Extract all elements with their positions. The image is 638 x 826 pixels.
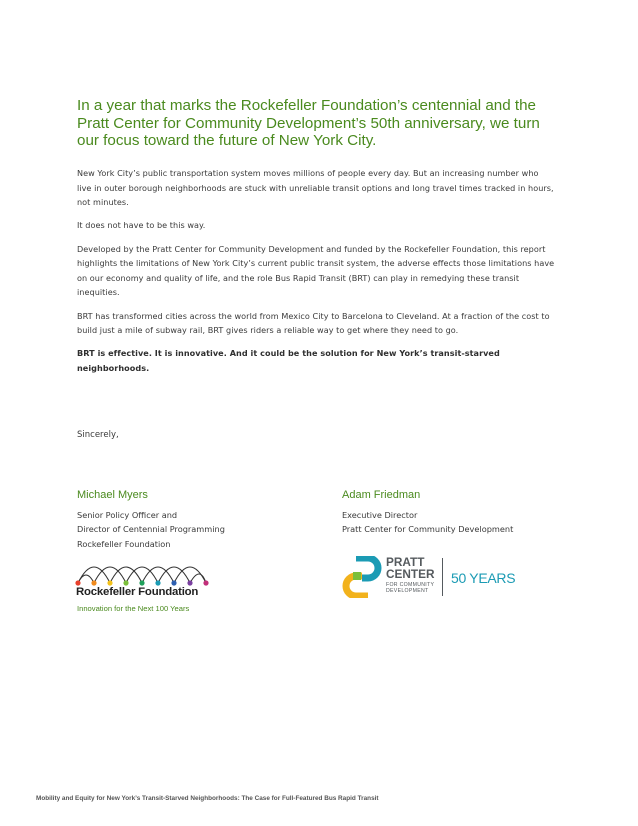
paragraph: New York City’s public transportation system moves millions of people every day. But an increasing number who live in outer borough neighborhoods are stuck with unreliable transit options and long travel times tracked in hours, not minutes. xyxy=(77,168,554,208)
bold-statement: BRT is effective. It is innovative. And it could be the solution for New York’s transit-starved neighborhoods. xyxy=(77,348,500,373)
pratt-title-line: PRATT xyxy=(386,555,425,569)
signatory-org: Pratt Center for Community Development xyxy=(342,524,514,534)
intro-heading: In a year that marks the Rockefeller Foundation’s centennial and the Pratt Center for Community Development’s 50th anniversary, we turn our focus toward the future of New York City. xyxy=(77,97,540,149)
rockefeller-tagline: Innovation for the Next 100 Years xyxy=(77,604,190,613)
paragraph: Developed by the Pratt Center for Community Development and funded by the Rockefeller Foundation, this report highlights the limitations of New York City’s current public transit system, the adverse effects those limitations have on our economy and quality of life, and the role Bus Rapid Transit (BRT) can play in remedying these transit inequities. xyxy=(77,243,555,298)
pratt-sub-line: DEVELOPMENT xyxy=(386,588,429,594)
rockefeller-name: Rockefeller Foundation xyxy=(76,586,199,598)
signatory-title: Director of Centennial Programming xyxy=(77,524,225,534)
pratt-center-title xyxy=(386,557,435,580)
page-footer: Mobility and Equity for New York’s Transit-Starved Neighborhoods: The Case for Full-Featured Bus Rapid Transit xyxy=(36,795,379,802)
logo-divider xyxy=(442,558,443,596)
signatory-myers xyxy=(77,488,225,551)
signatory-title: Senior Policy Officer and xyxy=(77,509,178,520)
signatory-name: Michael Myers xyxy=(77,489,148,501)
paragraph: It does not have to be this way. xyxy=(77,220,206,231)
pratt-50-years: 50 YEARS xyxy=(451,570,516,586)
signatory-title: Executive Director xyxy=(342,509,418,520)
paragraph: BRT has transformed cities across the world from Mexico City to Barcelona to Cleveland. At a fraction of the cost to build just a mile of subway rail, BRT gives riders a reliable way to get where they need to go. xyxy=(77,310,550,336)
pratt-sub-line: FOR COMMUNITY xyxy=(386,582,435,588)
closing: Sincerely, xyxy=(77,430,119,440)
pratt-title-line: CENTER xyxy=(386,566,435,581)
signatory-friedman xyxy=(342,488,513,537)
signatory-name: Adam Friedman xyxy=(342,489,421,501)
letter-body xyxy=(77,166,555,384)
pratt-center-subtitle xyxy=(386,582,434,594)
pratt-center-mark-icon xyxy=(342,556,382,598)
signatory-org: Rockefeller Foundation xyxy=(77,538,171,549)
